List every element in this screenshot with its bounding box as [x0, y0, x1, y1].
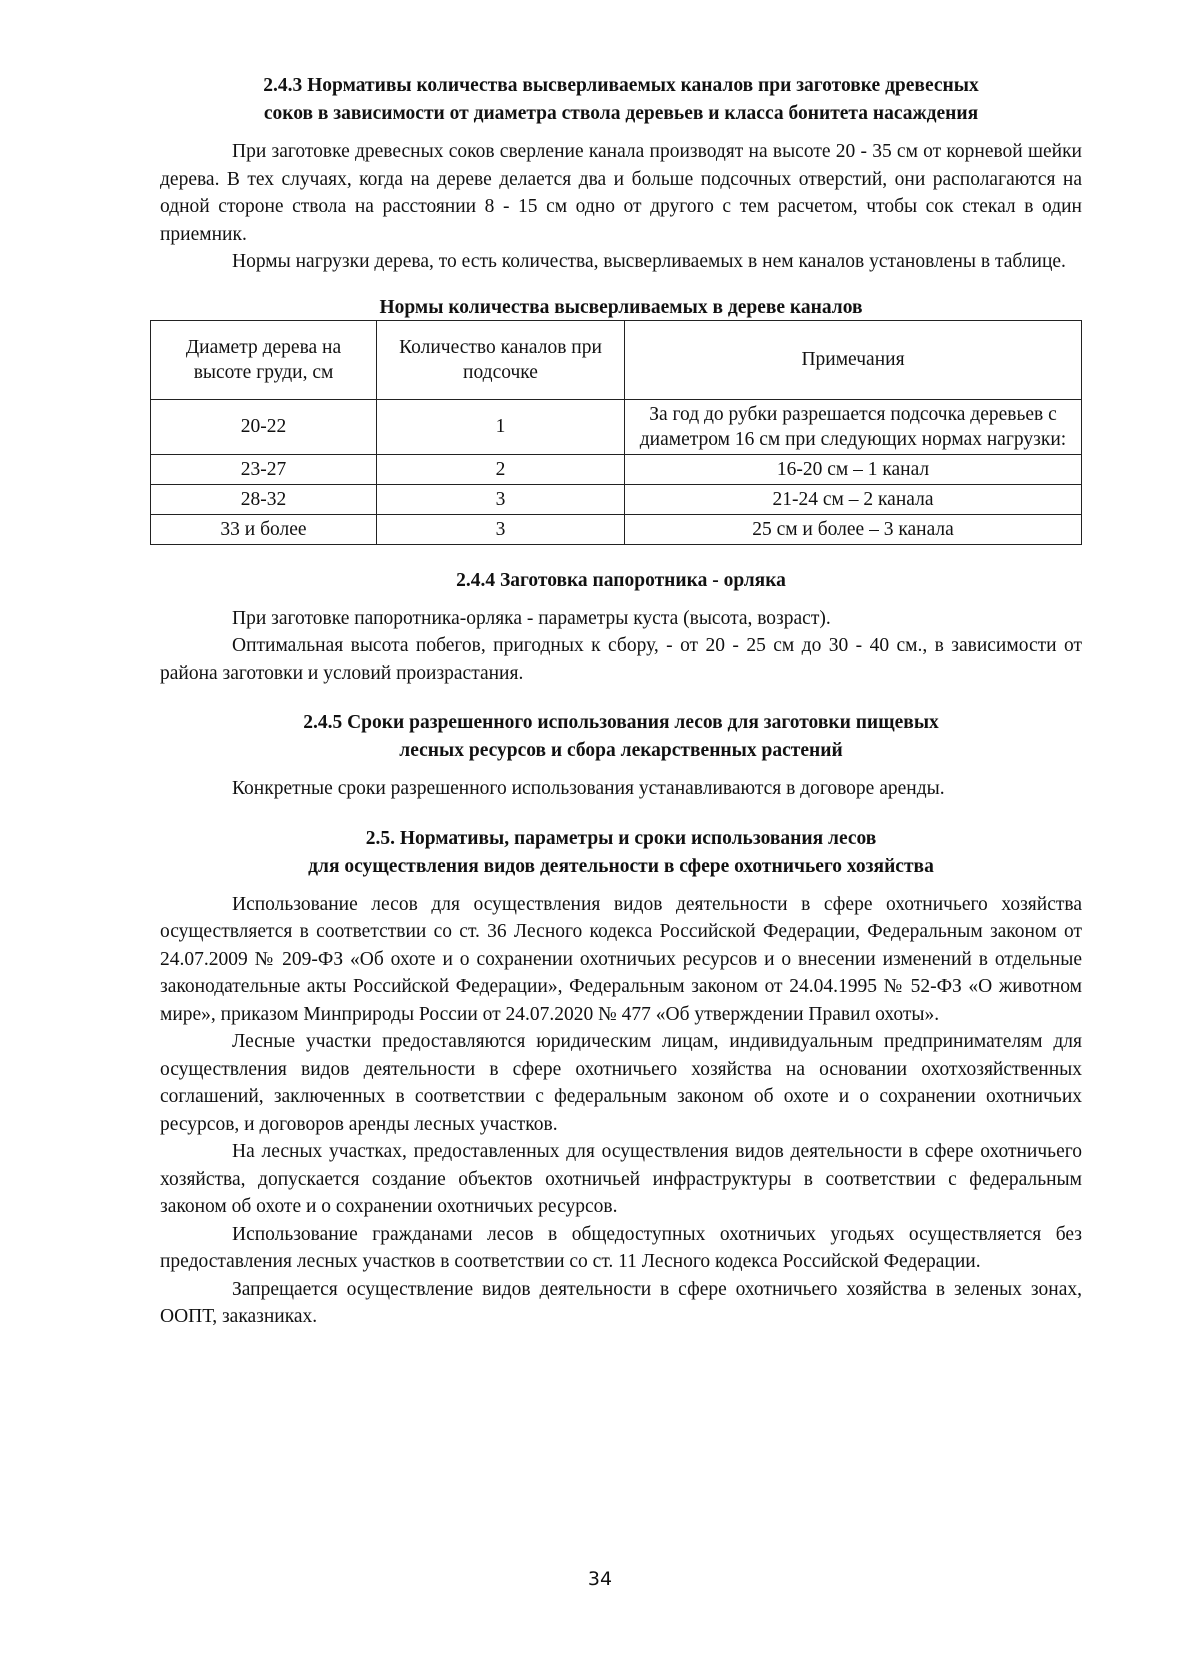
table-cell: 21-24 см – 2 канала: [625, 484, 1082, 514]
table-cell: 25 см и более – 3 канала: [625, 514, 1082, 544]
title-line: 2.5. Нормативы, параметры и сроки использования лесов: [365, 827, 877, 849]
table-cell: 1: [377, 399, 625, 454]
table-row: [151, 454, 1082, 484]
paragraph: Оптимальная высота побегов, пригодных к сбору, - от 20 - 25 см до 30 - 40 см., в зависимости от района заготовки и условий произрастания.: [160, 635, 1082, 684]
table-cell: 28-32: [151, 484, 377, 514]
page-number: 34: [587, 1568, 613, 1590]
paragraph: Нормы нагрузки дерева, то есть количества, высверливаемых в нем каналов установлены в таблице.: [232, 251, 1066, 272]
paragraph: Использование лесов для осуществления видов деятельности в сфере охотничьего хозяйства осуществляется в соответствии со ст. 36 Лесного кодекса Российской Федерации, Федеральным законом от 24.07.2009 № 209-ФЗ «Об охоте и о сохранении охотничьих ресурсов и о внесении изменений в отдельные законодательные акты Российской Федерации», Федеральным законом от 24.04.1995 № 52-ФЗ «О животном мире», приказом Минприроды России от 24.07.2020 № 477 «Об утверждении Правил охоты».: [160, 893, 1082, 1025]
title-line: лесных ресурсов и сбора лекарственных растений: [399, 740, 843, 761]
title-line: 2.4.3 Нормативы количества высверливаемых каналов при заготовке древесных: [263, 75, 979, 96]
document-page: [160, 72, 1082, 1331]
paragraph: При заготовке древесных соков сверление канала производят на высоте 20 - 35 см от корневой шейки дерева. В тех случаях, когда на дереве делается два и больше подсочных отверстий, они располагаются на одной стороне ствола на расстоянии 8 - 15 см одно от другого с тем расчетом, чтобы сок стекал в один приемник.: [160, 141, 1082, 245]
paragraph: Лесные участки предоставляются юридическим лицам, индивидуальным предпринимателям для осуществления видов деятельности в сфере охотничьего хозяйства на основании охотхозяйственных соглашений, заключенных в соответствии с федеральным законом об охоте и о сохранении охотничьих ресурсов, и договоров аренды лесных участков.: [160, 1031, 1082, 1135]
table-header-row: [151, 320, 1082, 399]
paragraph: Запрещается осуществление видов деятельности в сфере охотничьего хозяйства в зеленых зонах, ООПТ, заказниках.: [160, 1278, 1082, 1327]
table-cell: 23-27: [151, 454, 377, 484]
paragraph: Конкретные сроки разрешенного использования устанавливаются в договоре аренды.: [232, 778, 945, 799]
table-cell: За год до рубки разрешается подсочка деревьев с диаметром 16 см при следующих нормах нагрузки:: [625, 399, 1082, 454]
title-line: 2.4.5 Сроки разрешенного использования лесов для заготовки пищевых: [303, 712, 939, 733]
paragraph: Использование гражданами лесов в общедоступных охотничьих угодьях осуществляется без предоставления лесных участков в соответствии со ст. 11 Лесного кодекса Российской Федерации.: [160, 1223, 1082, 1272]
table-cell: 2: [377, 454, 625, 484]
table-header-cell: Примечания: [625, 320, 1082, 399]
table-caption: Нормы количества высверливаемых в дереве каналов: [379, 296, 863, 318]
channels-table: [150, 320, 1082, 545]
section-2-4-5-title: [160, 709, 1082, 765]
section-2-4-4-title: 2.4.4 Заготовка папоротника - орляка: [456, 569, 786, 591]
table-cell: 3: [377, 484, 625, 514]
section-2-5-title: [160, 825, 1082, 881]
table-row: [151, 514, 1082, 544]
table-header-cell: Количество каналов при подсочке: [377, 320, 625, 399]
table-cell: 33 и более: [151, 514, 377, 544]
title-line: для осуществления видов деятельности в сфере охотничьего хозяйства: [308, 855, 934, 877]
paragraph: При заготовке папоротника-орляка - параметры куста (высота, возраст).: [232, 607, 831, 629]
table-header-cell: Диаметр дерева на высоте груди, см: [151, 320, 377, 399]
table-cell: 3: [377, 514, 625, 544]
table-row: [151, 399, 1082, 454]
paragraph: На лесных участках, предоставленных для осуществления видов деятельности в сфере охотничьего хозяйства, допускается создание объектов охотничьей инфраструктуры в соответствии с федеральным законом об охоте и о сохранении охотничьих ресурсов.: [160, 1141, 1082, 1217]
table-row: [151, 484, 1082, 514]
section-2-4-3-title: [160, 72, 1082, 128]
title-line: соков в зависимости от диаметра ствола деревьев и класса бонитета насаждения: [263, 103, 979, 124]
table-cell: 16-20 см – 1 канал: [625, 454, 1082, 484]
table-cell: 20-22: [151, 399, 377, 454]
